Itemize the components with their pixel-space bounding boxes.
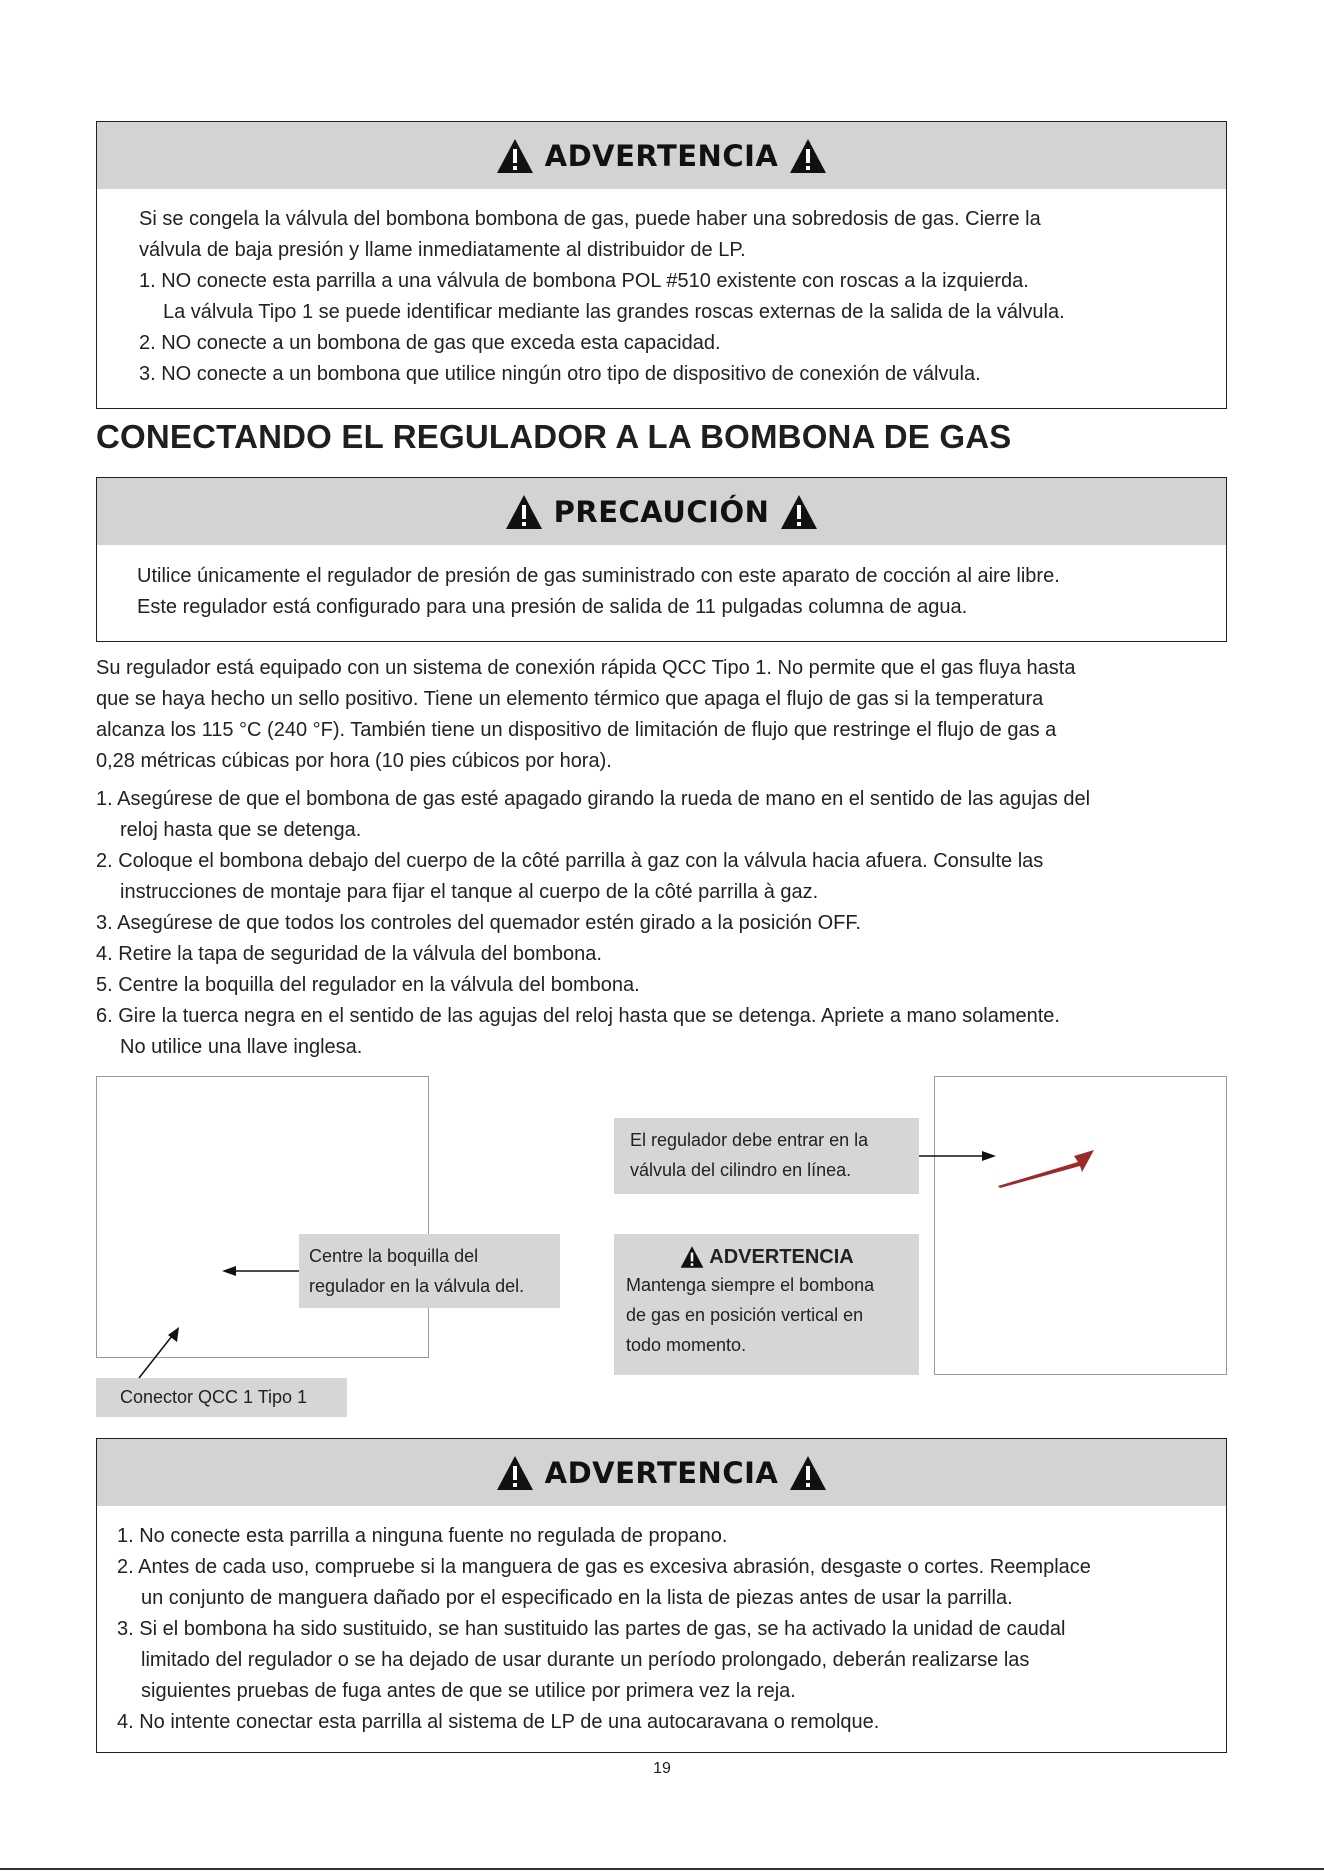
caution-line: Este regulador está configurado para una presión de salida de 11 pulgadas columna de agua. (137, 596, 968, 618)
step-line: 6. Gire la tuerca negra en el sentido de las agujas del reloj hasta que se detenga. Apriete a mano solamente. (96, 1005, 1060, 1027)
warning-triangle-icon (504, 493, 544, 531)
step-line: 4. Retire la tapa de seguridad de la válvula del bombona. (96, 943, 602, 965)
warning-line: un conjunto de manguera dañado por el especificado en la lista de piezas antes de usar la parrilla. (141, 1587, 1013, 1609)
warning-line: 1. No conecte esta parrilla a ninguna fuente no regulada de propano. (117, 1525, 728, 1547)
warning-triangle-icon (788, 137, 828, 175)
warning-title: ADVERTENCIA (544, 138, 779, 173)
intro-paragraph (96, 653, 1075, 777)
warning-header (97, 1439, 1226, 1506)
page-number: 19 (653, 1760, 671, 1777)
page-bottom-rule (0, 1868, 1324, 1870)
step-line: 5. Centre la boquilla del regulador en la válvula del bombona. (96, 974, 640, 996)
step-line: No utilice una llave inglesa. (120, 1036, 363, 1058)
callout-upright-warning (614, 1234, 919, 1375)
intro-line: 0,28 métricas cúbicas por hora (10 pies cúbicos por hora). (96, 750, 612, 772)
caution-line: Utilice únicamente el regulador de presión de gas suministrado con este aparato de cocción al aire libre. (137, 565, 1060, 587)
warning-line: 2. NO conecte a un bombona de gas que exceda esta capacidad. (139, 332, 721, 354)
intro-line: que se haya hecho un sello positivo. Tiene un elemento térmico que apaga el flujo de gas si la temperatura (96, 688, 1044, 710)
callout-line: todo momento. (626, 1335, 747, 1355)
step-line: 2. Coloque el bombona debajo del cuerpo de la côté parrilla à gaz con la válvula hacia afuera. Consulte las (96, 850, 1044, 872)
warning-box-bottom (96, 1438, 1227, 1753)
callout-line: Centre la boquilla del (309, 1246, 479, 1266)
step-line: instrucciones de montaje para fijar el tanque al cuerpo de la côté parrilla à gaz. (120, 881, 819, 903)
warning-line: válvula de baja presión y llame inmediatamente al distribuidor de LP. (139, 239, 746, 261)
step-line: reloj hasta que se detenga. (120, 819, 362, 841)
warning-header (97, 122, 1226, 189)
callout-warning-title: ADVERTENCIA (709, 1246, 854, 1268)
warning-line: 3. Si el bombona ha sido sustituido, se han sustituido las partes de gas, se ha activado la unidad de caudal (117, 1618, 1066, 1640)
caution-header (97, 478, 1226, 545)
warning-triangle-icon (788, 1454, 828, 1492)
warning-title: ADVERTENCIA (544, 1455, 779, 1490)
callout-warning-header (626, 1244, 907, 1270)
step-line: 1. Asegúrese de que el bombona de gas esté apagado girando la rueda de mano en el sentido de las agujas del (96, 788, 1091, 810)
figure-right-frame (934, 1076, 1227, 1375)
figure-left-frame (96, 1076, 429, 1358)
steps-list (96, 784, 1090, 1063)
callout-inline-valve (614, 1118, 919, 1194)
callout-line: regulador en la válvula del. (309, 1276, 525, 1296)
callout-qcc-connector (96, 1378, 347, 1417)
warning-line: 2. Antes de cada uso, compruebe si la manguera de gas es excesiva abrasión, desgaste o cortes. Reemplace (117, 1556, 1091, 1578)
caution-body (97, 545, 1226, 623)
step-line: 3. Asegúrese de que todos los controles del quemador estén girado a la posición OFF. (96, 912, 861, 934)
callout-line: de gas en posición vertical en (626, 1305, 864, 1325)
warning-line: 4. No intente conectar esta parrilla al sistema de LP de una autocaravana o remolque. (117, 1711, 880, 1733)
caution-title: PRECAUCIÓN (553, 494, 770, 529)
warning-line: 3. NO conecte a un bombona que utilice ningún otro tipo de dispositivo de conexión de válvula. (139, 363, 981, 385)
callout-line: Conector QCC 1 Tipo 1 (120, 1387, 308, 1407)
warning-triangle-icon (495, 137, 535, 175)
warning-body (97, 1506, 1226, 1738)
warning-line: Si se congela la válvula del bombona bombona de gas, puede haber una sobredosis de gas. Cierre la (139, 208, 1041, 230)
warning-triangle-icon (495, 1454, 535, 1492)
warning-line: La válvula Tipo 1 se puede identificar mediante las grandes roscas externas de la salida de la válvula. (163, 301, 1065, 323)
warning-line: 1. NO conecte esta parrilla a una válvula de bombona POL #510 existente con roscas a la izquierda. (139, 270, 1029, 292)
warning-line: limitado del regulador o se ha dejado de usar durante un período prolongado, deberán realizarse las (141, 1649, 1030, 1671)
intro-line: alcanza los 115 °C (240 °F). También tiene un dispositivo de limitación de flujo que restringe el flujo de gas a (96, 719, 1057, 741)
callout-center-nozzle (299, 1234, 560, 1308)
warning-triangle-icon (679, 1245, 705, 1269)
warning-line: siguientes pruebas de fuga antes de que se utilice por primera vez la reja. (141, 1680, 796, 1702)
warning-box-top (96, 121, 1227, 409)
warning-triangle-icon (779, 493, 819, 531)
section-title: CONECTANDO EL REGULADOR A LA BOMBONA DE GAS (96, 418, 1012, 455)
callout-line: El regulador debe entrar en la (630, 1130, 869, 1150)
callout-line: válvula del cilindro en línea. (630, 1160, 852, 1180)
intro-line: Su regulador está equipado con un sistema de conexión rápida QCC Tipo 1. No permite que el gas fluya hasta (96, 657, 1076, 679)
caution-box (96, 477, 1227, 642)
callout-line: Mantenga siempre el bombona (626, 1275, 875, 1295)
warning-body (97, 189, 1226, 390)
